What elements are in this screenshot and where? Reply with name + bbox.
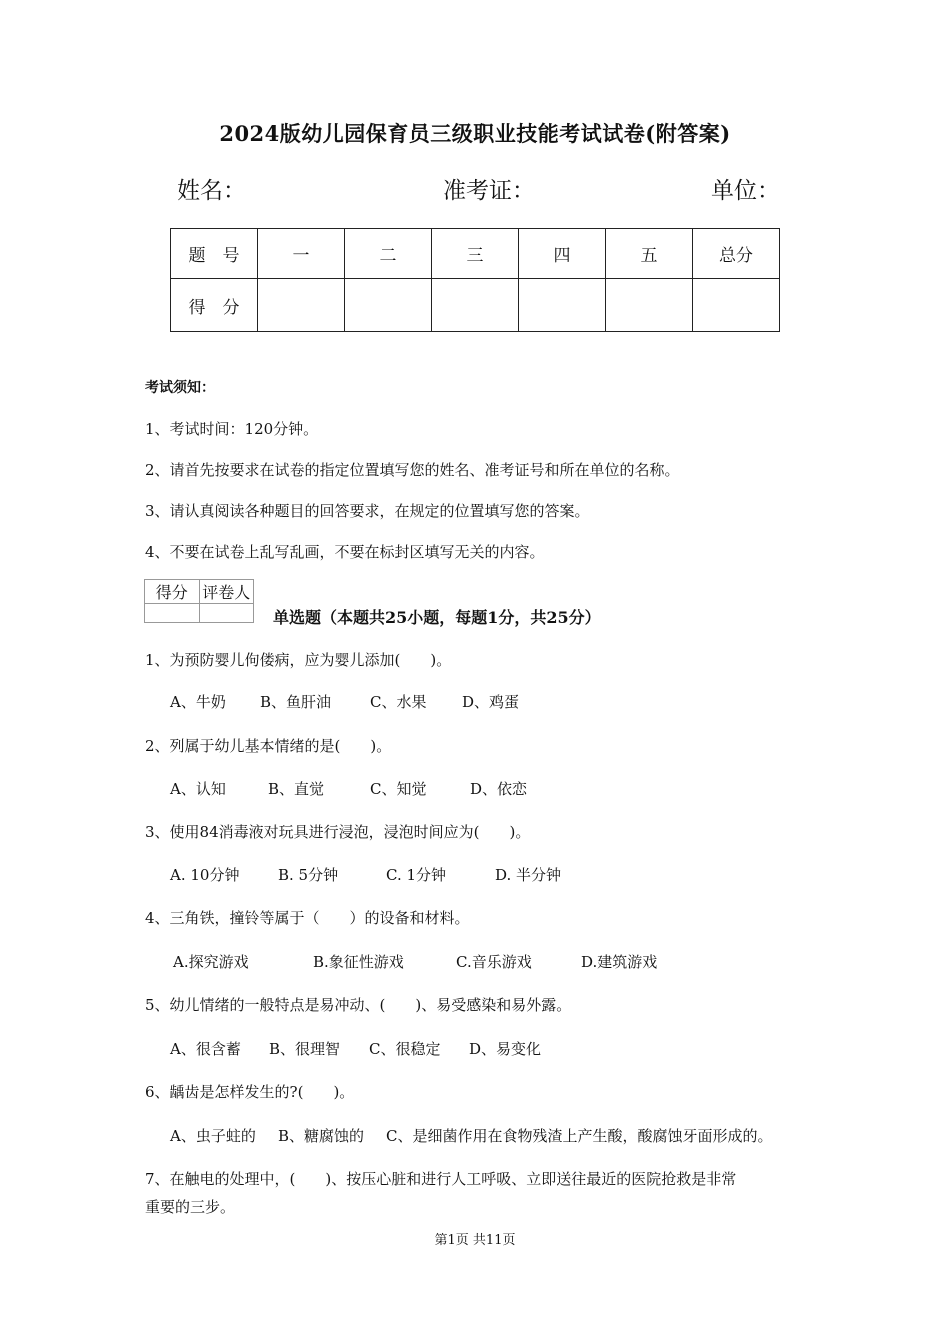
score-cell[interactable] (606, 279, 693, 332)
question-2-options (170, 778, 527, 799)
question-5-options (170, 1038, 541, 1059)
option[interactable]: C、水果 (370, 693, 427, 711)
option[interactable]: B、糖腐蚀的 (278, 1127, 365, 1145)
question-1: 1、为预防婴儿佝偻病，应为婴儿添加( )。 (145, 651, 452, 669)
score-table-score-row (171, 279, 780, 332)
notice-item: 4、不要在试卷上乱写乱画，不要在标封区填写无关的内容。 (145, 543, 545, 561)
grader-reviewer-label: 评卷人 (199, 580, 254, 604)
grader-reviewer-cell[interactable] (199, 604, 254, 623)
notice-item: 3、请认真阅读各种题目的回答要求，在规定的位置填写您的答案。 (145, 502, 590, 520)
question-3: 3、使用84消毒液对玩具进行浸泡，浸泡时间应为( )。 (145, 823, 531, 841)
notice-item: 2、请首先按要求在试卷的指定位置填写您的姓名、准考证号和所在单位的名称。 (145, 461, 680, 479)
option[interactable]: A. 10分钟 (170, 866, 240, 884)
score-cell[interactable] (432, 279, 519, 332)
score-cell[interactable] (519, 279, 606, 332)
question-7-continued: 重要的三步。 (145, 1198, 236, 1216)
score-cell[interactable] (345, 279, 432, 332)
question-4-options (173, 951, 657, 972)
option[interactable]: D.建筑游戏 (581, 953, 658, 971)
grader-score-label: 得分 (145, 580, 200, 604)
exam-title: 2024版幼儿园保育员三级职业技能考试试卷(附答案) (219, 121, 731, 146)
score-table-header-row (171, 229, 780, 279)
option[interactable]: B. 5分钟 (278, 866, 339, 884)
question-7: 7、在触电的处理中，( )、按压心脏和进行人工呼吸、立即送往最近的医院抢救是非常 (145, 1170, 737, 1188)
question-3-options (170, 864, 561, 885)
option[interactable]: D、鸡蛋 (462, 693, 520, 711)
section-title: 单选题（本题共25小题，每题1分，共25分） (273, 608, 601, 627)
option[interactable]: C.音乐游戏 (456, 953, 532, 971)
question-6-options (170, 1125, 772, 1146)
score-header-cell: 总分 (693, 229, 780, 279)
question-1-options (170, 691, 519, 712)
option[interactable]: A、认知 (170, 780, 226, 798)
option[interactable]: A、虫子蛀的 (170, 1127, 256, 1145)
exam-id-field-label: 准考证： (443, 178, 535, 204)
option[interactable]: B、直觉 (268, 780, 325, 798)
unit-field-label: 单位： (711, 178, 780, 204)
option[interactable]: C、是细菌作用在食物残渣上产生酸，酸腐蚀牙面形成的。 (386, 1127, 773, 1145)
option[interactable]: C、知觉 (370, 780, 427, 798)
option[interactable]: D、依恋 (470, 780, 528, 798)
score-table (170, 228, 780, 332)
question-2: 2、列属于幼儿基本情绪的是( )。 (145, 737, 392, 755)
grader-score-cell[interactable] (145, 604, 200, 623)
question-5: 5、幼儿情绪的一般特点是易冲动、( )、易受感染和易外露。 (145, 996, 572, 1014)
page-footer: 第1页 共11页 (434, 1233, 516, 1248)
score-header-cell: 一 (258, 229, 345, 279)
score-header-cell: 四 (519, 229, 606, 279)
option[interactable]: A、很含蓄 (170, 1040, 241, 1058)
option[interactable]: D. 半分钟 (495, 866, 562, 884)
option[interactable]: C、很稳定 (369, 1040, 441, 1058)
question-4: 4、三角铁，撞铃等属于（ ）的设备和材料。 (145, 909, 470, 927)
score-row-label: 得 分 (171, 279, 258, 332)
score-cell[interactable] (693, 279, 780, 332)
option[interactable]: B.象征性游戏 (313, 953, 404, 971)
score-header-cell: 二 (345, 229, 432, 279)
score-header-cell: 三 (432, 229, 519, 279)
name-field-label: 姓名： (177, 178, 246, 204)
grader-table (144, 579, 254, 623)
option[interactable]: B、鱼肝油 (260, 693, 332, 711)
option[interactable]: D、易变化 (469, 1040, 542, 1058)
option[interactable]: C. 1分钟 (386, 866, 447, 884)
notice-title: 考试须知： (145, 380, 215, 396)
score-header-cell: 五 (606, 229, 693, 279)
option[interactable]: A、牛奶 (170, 693, 226, 711)
score-header-cell: 题 号 (171, 229, 258, 279)
option[interactable]: B、很理智 (269, 1040, 341, 1058)
question-6: 6、龋齿是怎样发生的?( )。 (145, 1083, 355, 1101)
score-cell[interactable] (258, 279, 345, 332)
notice-item: 1、考试时间：120分钟。 (145, 420, 319, 438)
option[interactable]: A.探究游戏 (173, 953, 249, 971)
